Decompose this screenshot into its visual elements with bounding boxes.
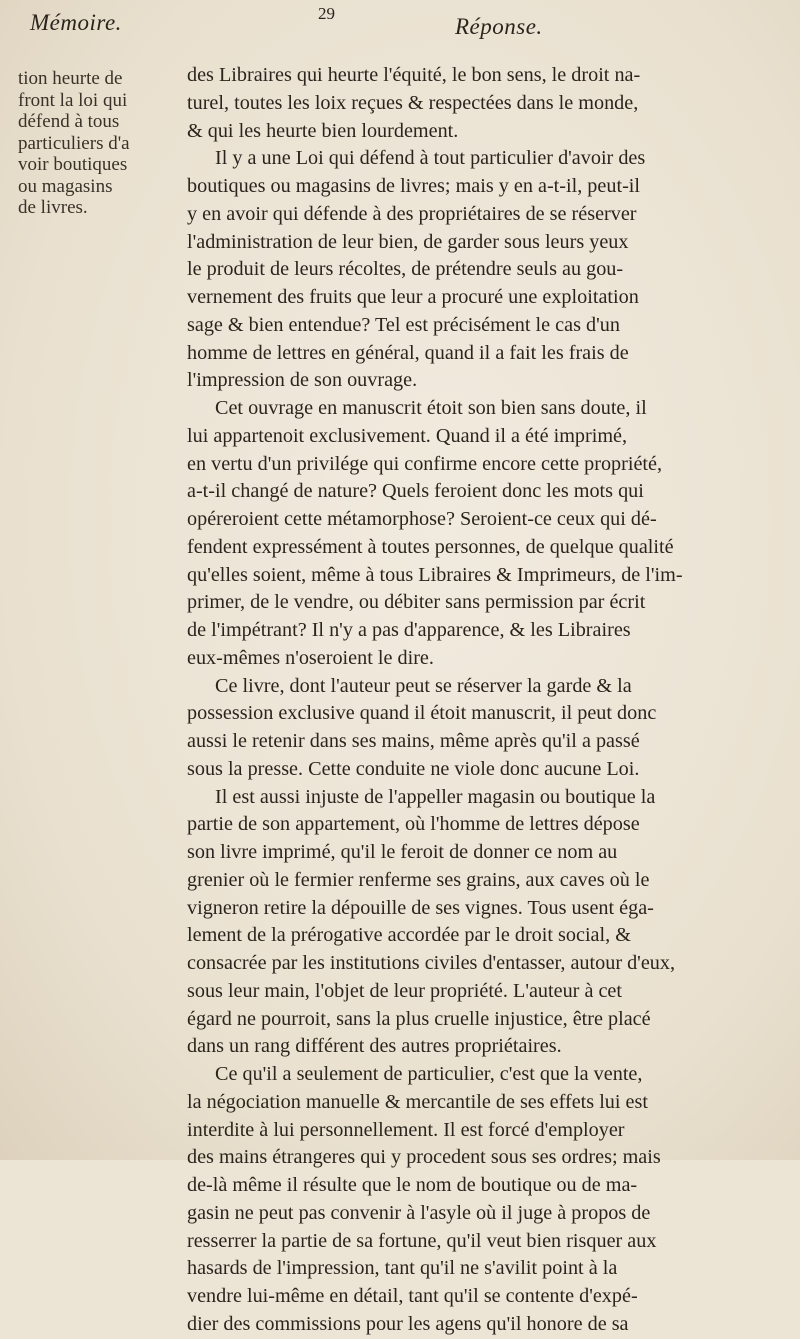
text-line: fendent expressément à toutes personnes, de quelque qualité bbox=[187, 535, 674, 558]
text-line: gasin ne peut pas convenir à l'asyle où il juge à propos de bbox=[187, 1201, 651, 1224]
text-line: opéreroient cette métamorphose? Seroient-ce ceux qui dé- bbox=[187, 508, 657, 530]
text-line: sous leur main, l'objet de leur propriété. L'auteur à cet bbox=[187, 979, 622, 1002]
text-line: consacrée par les institutions civiles d'entasser, autour d'eux, bbox=[187, 952, 676, 974]
text-line: son livre imprimé, qu'il le feroit de donner ce nom au bbox=[187, 841, 618, 863]
text-line: sous la presse. Cette conduite ne viole donc aucune Loi. bbox=[187, 757, 640, 780]
text-line: aussi le retenir dans ses mains, même après qu'il a passé bbox=[187, 730, 640, 752]
text-line: Ce livre, dont l'auteur peut se réserver la garde & la bbox=[215, 674, 632, 697]
margin-note-line: tion heurte de bbox=[18, 68, 123, 89]
text-line: Cet ouvrage en manuscrit étoit son bien sans doute, il bbox=[215, 397, 647, 419]
body-text bbox=[187, 62, 757, 1339]
text-line: l'impression de son ouvrage. bbox=[187, 369, 418, 392]
text-line: des Libraires qui heurte l'équité, le bon sens, le droit na- bbox=[187, 64, 641, 86]
text-line: primer, de le vendre, ou débiter sans permission par écrit bbox=[187, 591, 646, 614]
margin-note-line: front la loi qui bbox=[18, 89, 128, 111]
text-line: hasards de l'impression, tant qu'il ne s'avilit point à la bbox=[187, 1257, 618, 1280]
text-line: possession exclusive quand il étoit manuscrit, il peut donc bbox=[187, 702, 657, 725]
text-line: & qui les heurte bien lourdement. bbox=[187, 119, 459, 142]
text-line: turel, toutes les loix reçues & respectées dans le monde, bbox=[187, 91, 639, 114]
text-line: lement de la prérogative accordée par le droit social, & bbox=[187, 924, 631, 947]
text-line: resserrer la partie de sa fortune, qu'il veut bien risquer aux bbox=[187, 1229, 657, 1252]
text-line: y en avoir qui défende à des propriétaires de se réserver bbox=[187, 202, 637, 225]
text-line: vigneron retire la dépouille de ses vignes. Tous usent éga- bbox=[187, 896, 654, 919]
text-line: lui appartenoit exclusivement. Quand il a été imprimé, bbox=[187, 424, 628, 447]
margin-note-line: particuliers d'a bbox=[18, 132, 130, 154]
text-line: interdite à lui personnellement. Il est forcé d'employer bbox=[187, 1118, 625, 1141]
text-line: en vertu d'un privilége qui confirme encore cette propriété, bbox=[187, 452, 663, 475]
text-line: homme de lettres en général, quand il a fait les frais de bbox=[187, 341, 629, 364]
text-line: qu'elles soient, même à tous Libraires & Imprimeurs, de l'im- bbox=[187, 563, 683, 586]
text-line: vernement des fruits que leur a procuré une exploitation bbox=[187, 286, 639, 308]
text-line: dier des commissions pour les agens qu'il honore de sa bbox=[187, 1312, 629, 1335]
margin-note-line: de livres. bbox=[18, 197, 88, 218]
text-line: vendre lui-même en détail, tant qu'il se contente d'expé- bbox=[187, 1285, 638, 1307]
text-line: dans un rang différent des autres propriétaires. bbox=[187, 1035, 562, 1058]
text-line: boutiques ou magasins de livres; mais y en a-t-il, peut-il bbox=[187, 175, 641, 197]
text-line: égard ne pourroit, sans la plus cruelle injustice, être placé bbox=[187, 1007, 651, 1030]
margin-note-line: voir boutiques bbox=[18, 154, 128, 175]
text-line: le produit de leurs récoltes, de prétendre seuls au gou- bbox=[187, 258, 624, 281]
margin-note bbox=[18, 68, 176, 219]
margin-note-line: ou magasins bbox=[18, 175, 113, 197]
text-line: Il est aussi injuste de l'appeller magasin ou boutique la bbox=[215, 785, 656, 808]
text-line: de l'impétrant? Il n'y a pas d'apparence, & les Libraires bbox=[187, 619, 631, 641]
text-line: partie de son appartement, où l'homme de lettres dépose bbox=[187, 813, 640, 836]
text-line: des mains étrangeres qui y procedent sous ses ordres; mais bbox=[187, 1146, 661, 1169]
running-head-left: Mémoire. bbox=[30, 10, 122, 35]
text-line: Ce qu'il a seulement de particulier, c'est que la vente, bbox=[215, 1063, 643, 1085]
page-number: 29 bbox=[318, 4, 335, 23]
text-line: a-t-il changé de nature? Quels feroient donc les mots qui bbox=[187, 480, 644, 503]
text-line: l'administration de leur bien, de garder sous leurs yeux bbox=[187, 230, 629, 253]
text-line: Il y a une Loi qui défend à tout particulier d'avoir des bbox=[215, 147, 646, 170]
text-line: la négociation manuelle & mercantile de ses effets lui est bbox=[187, 1090, 648, 1113]
running-head-right: Réponse. bbox=[455, 14, 543, 39]
margin-note-line: défend à tous bbox=[18, 111, 120, 132]
text-line: eux-mêmes n'oseroient le dire. bbox=[187, 646, 434, 669]
text-line: grenier où le fermier renferme ses grains, aux caves où le bbox=[187, 868, 650, 891]
text-line: sage & bien entendue? Tel est précisément le cas d'un bbox=[187, 313, 620, 336]
text-line: de-là même il résulte que le nom de boutique ou de ma- bbox=[187, 1174, 638, 1196]
